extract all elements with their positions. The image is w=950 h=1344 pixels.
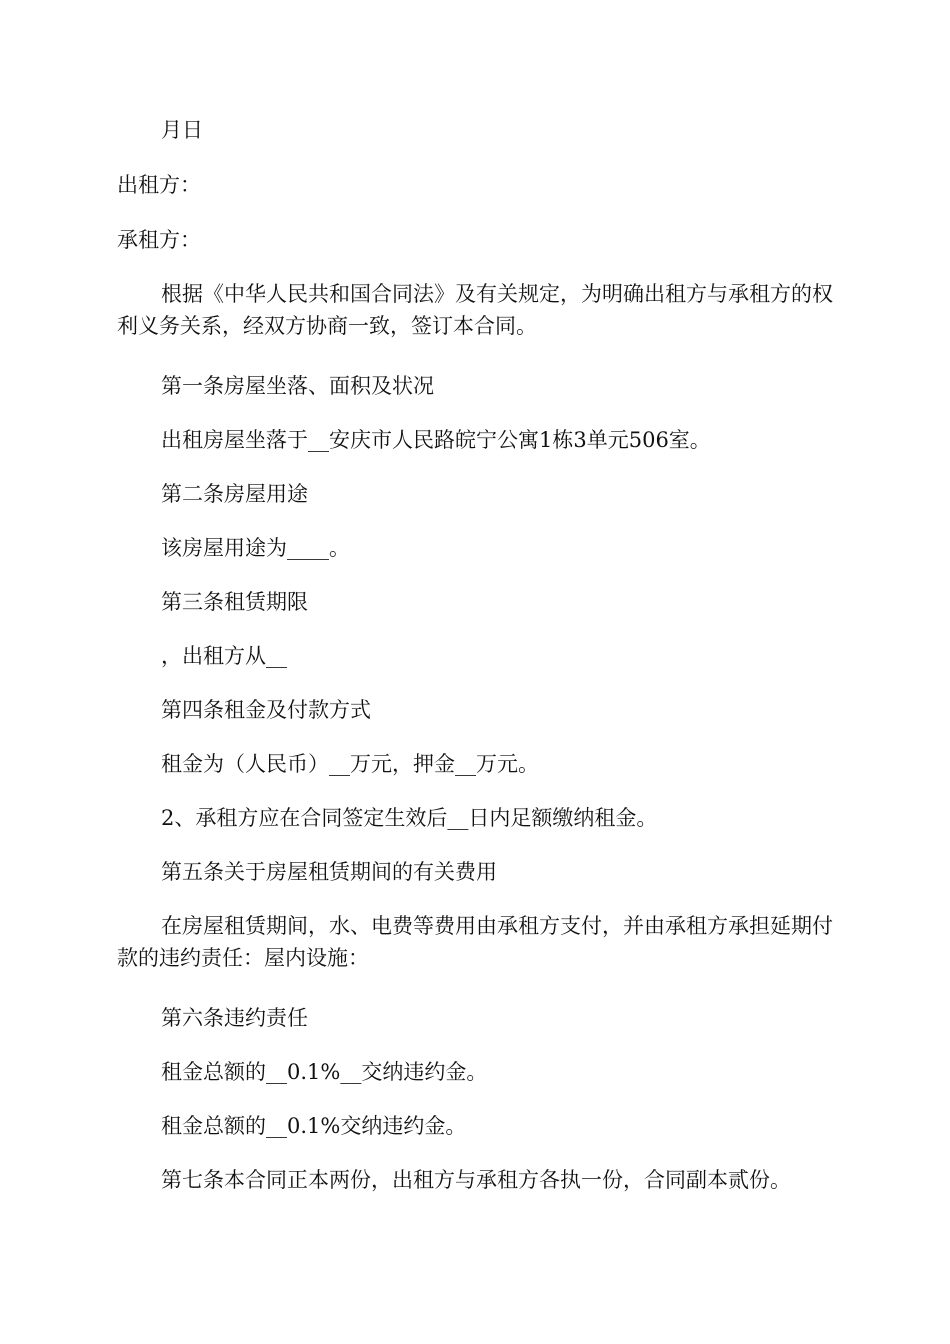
article-2-usage: 该房屋用途为____。 <box>161 536 350 560</box>
article-3-term: ，出租方从__ <box>161 644 287 668</box>
article-4-payment: 2、承租方应在合同签定生效后__日内足额缴纳租金。 <box>161 806 658 830</box>
article-6-heading: 第六条违约责任 <box>161 1006 308 1030</box>
article-4-heading: 第四条租金及付款方式 <box>161 698 371 722</box>
article-6-penalty-2: 租金总额的__0.1%交纳违约金。 <box>161 1114 467 1138</box>
article-3-heading: 第三条租赁期限 <box>161 590 308 614</box>
article-1-heading: 第一条房屋坐落、面积及状况 <box>161 374 434 398</box>
date-line: 月日 <box>161 118 203 142</box>
article-5-fees: 在房屋租赁期间，水、电费等费用由承租方支付，并由承租方承担延期付款的违约责任：屋内设施： <box>117 914 833 970</box>
article-2-heading: 第二条房屋用途 <box>161 482 308 506</box>
article-4-rent: 租金为（人民币）__万元，押金__万元。 <box>161 752 539 776</box>
lessor-label: 出租方： <box>117 173 201 197</box>
preamble-paragraph: 根据《中华人民共和国合同法》及有关规定，为明确出租方与承租方的权利义务关系，经双方协商一致，签订本合同。 <box>117 282 833 338</box>
article-1-location: 出租房屋坐落于__安庆市人民路皖宁公寓1栋3单元506室。 <box>161 428 711 452</box>
article-6-penalty-1: 租金总额的__0.1%__交纳违约金。 <box>161 1060 488 1084</box>
article-5-heading: 第五条关于房屋租赁期间的有关费用 <box>161 860 497 884</box>
lessee-label: 承租方： <box>117 228 201 252</box>
article-7-copies: 第七条本合同正本两份，出租方与承租方各执一份，合同副本贰份。 <box>161 1168 791 1192</box>
